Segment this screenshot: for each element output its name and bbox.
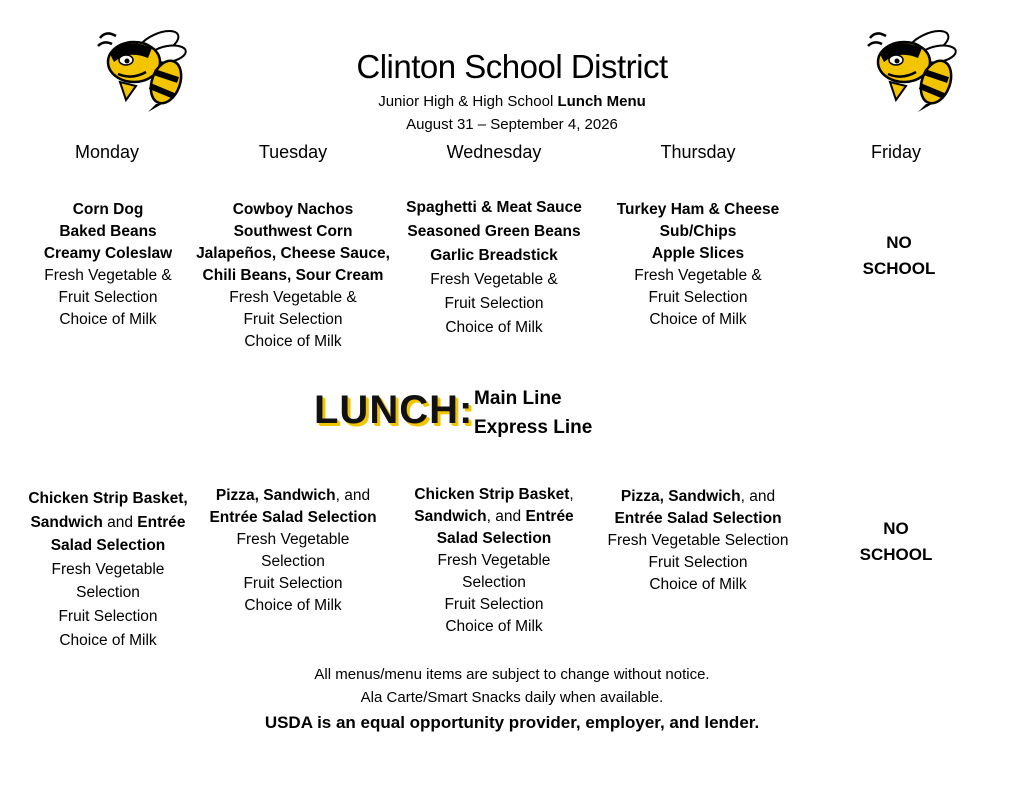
menu-item: Fruit Selection <box>58 289 158 306</box>
footer-usda: USDA is an equal opportunity provider, employer, and lender. <box>264 713 760 732</box>
menu-item: Jalapeños, Cheese Sauce, <box>196 245 390 262</box>
menu-item: Selection <box>76 584 140 602</box>
page-title: Clinton School District <box>356 48 668 85</box>
menu-item: Fruit Selection <box>243 575 343 592</box>
menu-item: Pizza, Sandwich, and <box>215 487 371 504</box>
menu-dates: August 31 – September 4, 2026 <box>406 116 618 133</box>
day-monday: Monday <box>74 142 140 162</box>
lunch-banner-word: LUNCH: <box>314 388 474 432</box>
menu-item: Fresh Vegetable & <box>430 271 558 288</box>
menu-item: Chicken Strip Basket, <box>28 490 188 507</box>
no-school-label: NO <box>886 233 912 252</box>
menu-item: Spaghetti & Meat Sauce <box>406 199 582 216</box>
day-tuesday: Tuesday <box>258 142 328 162</box>
menu-item: Choice of Milk <box>59 311 157 328</box>
main-menu-wednesday <box>389 196 599 340</box>
menu-item: Selection <box>261 553 325 570</box>
menu-item: Selection <box>462 574 526 591</box>
menu-item: Fruit Selection <box>444 596 544 613</box>
menu-item: Sub/Chips <box>659 223 737 240</box>
lunch-line-labels <box>474 384 592 442</box>
footer-snacks: Ala Carte/Smart Snacks daily when available. <box>360 689 664 706</box>
subtitle-bold: Lunch Menu <box>557 93 646 110</box>
express-menu-wednesday <box>389 484 599 638</box>
menu-item: Choice of Milk <box>244 333 342 350</box>
express-menu-tuesday <box>188 485 398 617</box>
menu-item: Creamy Coleslaw <box>43 245 173 262</box>
menu-item: Sandwich, and Entrée <box>414 508 574 525</box>
main-line-label: Main Line <box>474 388 562 409</box>
menu-item: Choice of Milk <box>244 597 342 614</box>
express-menu-monday <box>3 487 213 652</box>
subtitle-prefix: Junior High & High School <box>378 93 558 110</box>
menu-item: Seasoned Green Beans <box>407 223 581 240</box>
main-menu-monday <box>3 199 213 331</box>
menu-item: Fresh Vegetable Selection <box>607 532 789 549</box>
no-school-label: NO <box>883 519 909 538</box>
menu-item: Fruit Selection <box>243 311 343 328</box>
main-menu-thursday <box>593 199 803 331</box>
main-menu-tuesday <box>188 199 398 353</box>
menu-item: Entrée Salad Selection <box>209 509 377 526</box>
express-line-label: Express Line <box>474 417 593 438</box>
main-menu-friday <box>819 230 979 282</box>
footer-disclaimer: All menus/menu items are subject to change without notice. <box>314 666 710 683</box>
menu-item: Turkey Ham & Cheese <box>616 201 780 218</box>
express-menu-thursday <box>593 486 803 596</box>
menu-item: Fruit Selection <box>648 554 748 571</box>
day-friday: Friday <box>870 142 921 162</box>
menu-item: Choice of Milk <box>649 576 747 593</box>
express-menu-friday <box>816 516 976 568</box>
menu-item: Pizza, Sandwich, and <box>620 488 776 505</box>
menu-item: Fresh Vegetable & <box>634 267 762 284</box>
menu-item: Apple Slices <box>651 245 745 262</box>
menu-item: Fruit Selection <box>648 289 748 306</box>
menu-item: Fruit Selection <box>58 607 158 625</box>
menu-item: Choice of Milk <box>445 618 543 635</box>
menu-item: Corn Dog <box>72 201 144 218</box>
menu-item: Southwest Corn <box>233 223 353 240</box>
day-thursday: Thursday <box>660 142 736 162</box>
menu-subtitle <box>0 93 1024 110</box>
menu-item: Fresh Vegetable & <box>44 267 172 284</box>
menu-item: Chicken Strip Basket, <box>414 486 574 503</box>
menu-item: Salad Selection <box>50 537 166 555</box>
menu-item: Fresh Vegetable <box>51 560 165 578</box>
no-school-label: SCHOOL <box>859 545 933 564</box>
menu-item: Cowboy Nachos <box>232 201 354 218</box>
menu-item: Baked Beans <box>59 223 157 240</box>
menu-item: Sandwich and Entrée <box>30 513 186 531</box>
day-wednesday: Wednesday <box>446 142 542 162</box>
no-school-label: SCHOOL <box>862 259 936 278</box>
menu-item: Fruit Selection <box>444 295 544 312</box>
menu-item: Choice of Milk <box>649 311 747 328</box>
menu-item: Garlic Breadstick <box>430 247 558 264</box>
menu-item: Choice of Milk <box>445 319 543 336</box>
menu-item: Fresh Vegetable <box>236 531 350 548</box>
menu-item: Choice of Milk <box>59 631 157 649</box>
menu-item: Entrée Salad Selection <box>614 510 782 527</box>
menu-item: Salad Selection <box>436 530 552 547</box>
menu-item: Chili Beans, Sour Cream <box>202 267 384 284</box>
menu-item: Fresh Vegetable <box>437 552 551 569</box>
menu-item: Fresh Vegetable & <box>229 289 357 306</box>
